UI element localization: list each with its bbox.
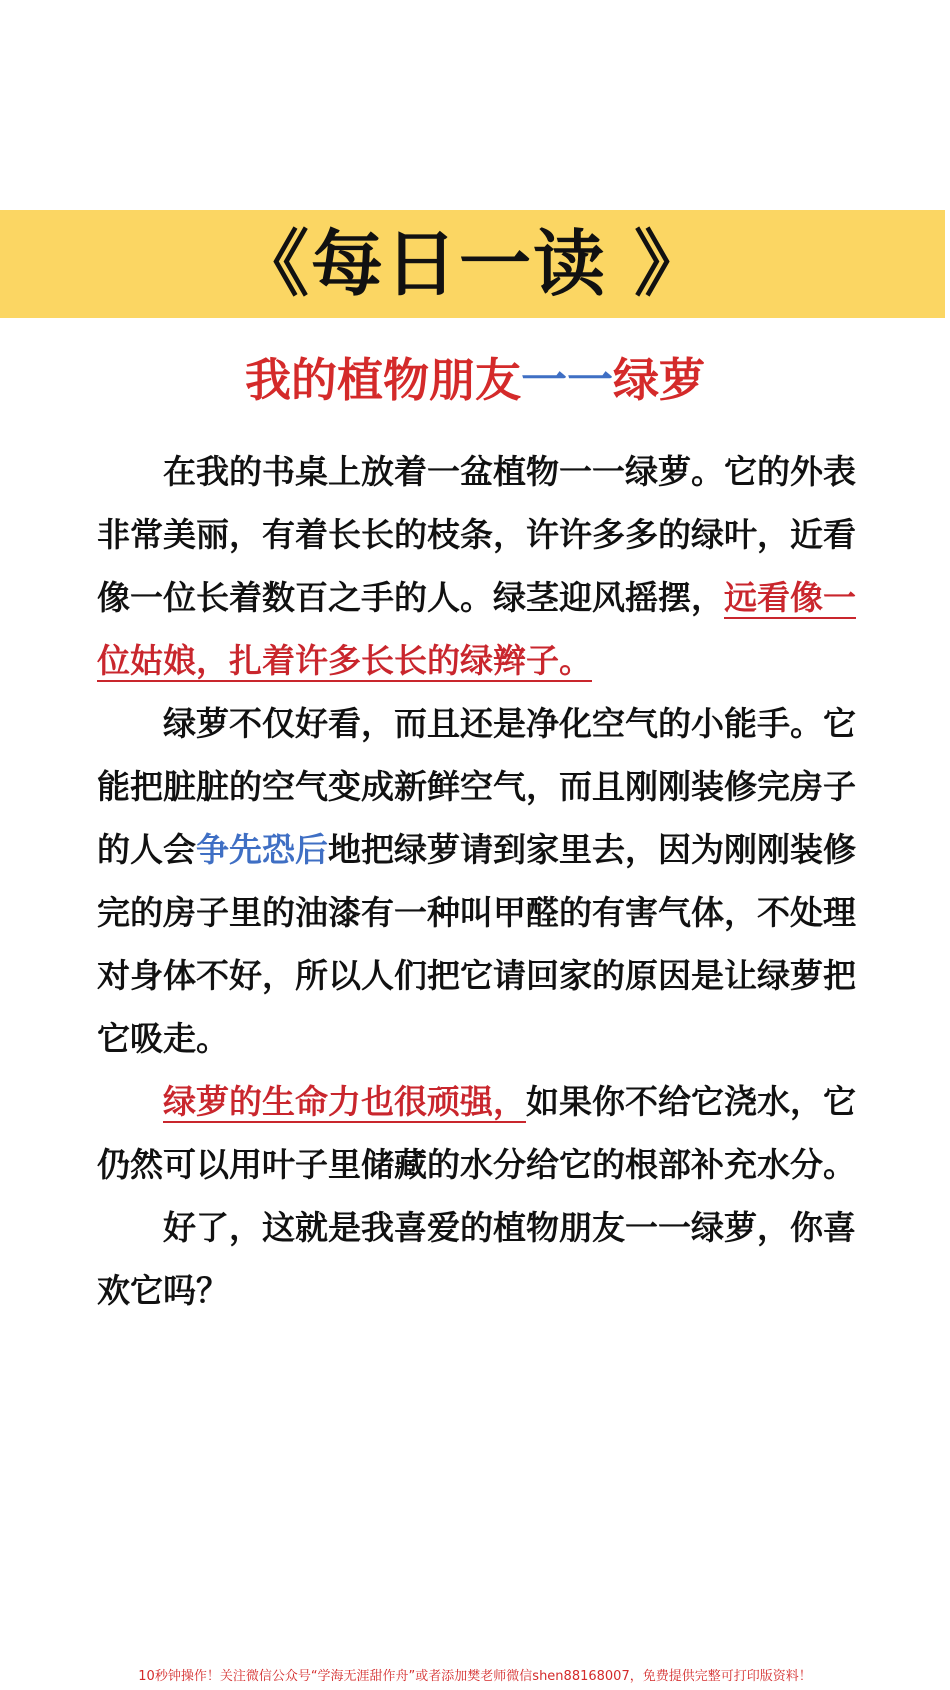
paragraph-2 [97,692,857,1070]
paragraph-2-text-a: 绿萝不仅好看，而且还是净化空气的小能手。它能把脏脏的空气变成新鲜空气，而且刚刚装修完房子的人会 [97,704,856,869]
article-title [0,345,950,415]
article-body [97,440,857,1322]
paragraph-2-text-b: 地把绿萝请到家里去，因为刚刚装修完的房子里的油漆有一种叫甲醛的有害气体，不处理对身体不好，所以人们把它请回家的原因是让绿萝把它吸走。 [97,830,856,1058]
paragraph-3-highlight: 绿萝的生命力也很顽强， [163,1082,526,1121]
paragraph-3-text: 如果你不给它浇水，它仍然可以用叶子里储藏的水分给它的根部补充水分。 [97,1082,856,1184]
title-dash: 一一 [521,353,613,407]
paragraph-2-highlight: 争先恐后 [196,830,328,869]
paragraph-3 [97,1070,857,1196]
title-part-1: 我的植物朋友 [245,353,521,407]
paragraph-1 [97,440,857,692]
header-banner [0,210,945,318]
paragraph-1-highlight: 远看像一位姑娘，扎着许多长长的绿辫子。 [97,578,856,680]
paragraph-4-text: 好了，这就是我喜爱的植物朋友一一绿萝，你喜欢它吗？ [97,1208,856,1310]
paragraph-1-text: 在我的书桌上放着一盆植物一一绿萝。它的外表非常美丽，有着长长的枝条，许许多多的绿叶，近看像一位长着数百之手的人。绿茎迎风摇摆， [97,452,856,617]
footer-note: 10秒钟操作！关注微信公众号“学海无涯甜作舟”或者添加樊老师微信shen88168007，免费提供完整可打印版资料！ [138,1669,812,1684]
paragraph-4 [97,1196,857,1322]
banner-title: 《每日一读 》 [236,222,709,306]
title-part-2: 绿萝 [613,353,705,407]
